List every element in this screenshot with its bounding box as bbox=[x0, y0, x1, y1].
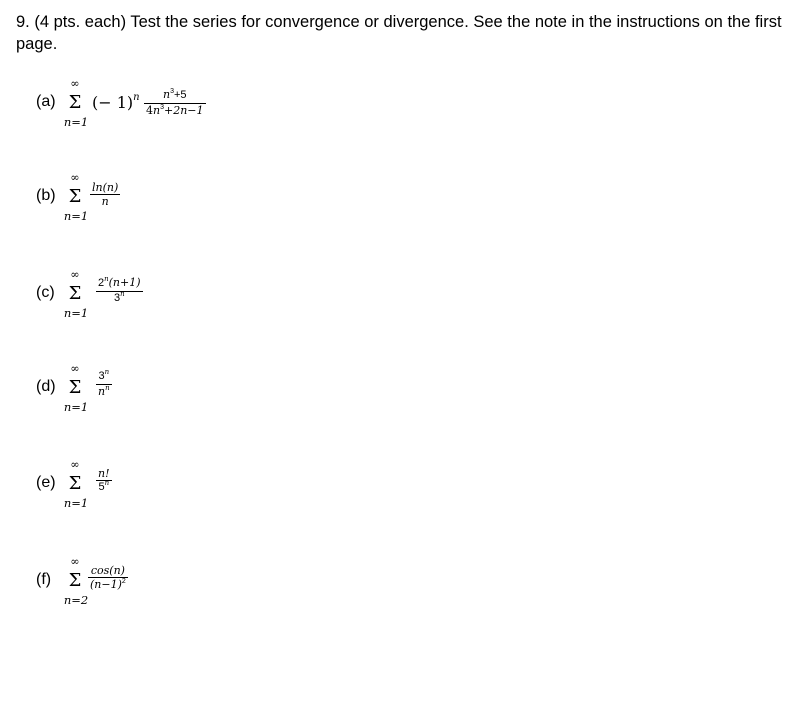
numerator: cos(n) bbox=[90, 564, 125, 577]
upper-limit: ∞ bbox=[70, 77, 80, 90]
numerator-exp: n bbox=[104, 368, 110, 376]
denominator: n bbox=[90, 194, 120, 208]
part-label: (f) bbox=[36, 571, 52, 588]
lower-limit: n=1 bbox=[63, 496, 89, 510]
denominator-exp: n bbox=[105, 384, 110, 392]
question-prompt: (4 pts. each) Test the series for convergence or divergence. See the note in the instructions on the first page. bbox=[16, 13, 782, 53]
sigma-symbol: Σ bbox=[68, 377, 82, 398]
denominator-exp: n bbox=[104, 479, 110, 487]
denominator-exp: n bbox=[120, 290, 125, 298]
denominator-var: n bbox=[153, 104, 161, 117]
denominator-coef: 4 bbox=[146, 104, 153, 117]
numerator bbox=[96, 370, 112, 384]
denominator-base: 5 bbox=[98, 481, 105, 493]
sigma-symbol: Σ bbox=[68, 570, 82, 591]
fraction bbox=[96, 276, 143, 306]
denominator bbox=[96, 480, 112, 495]
denominator-exp: 3 bbox=[160, 104, 164, 111]
denominator-base: (n−1) bbox=[90, 578, 122, 591]
numerator-exp: 3 bbox=[170, 88, 174, 95]
summation bbox=[60, 362, 90, 414]
denominator bbox=[144, 103, 206, 119]
part-c bbox=[36, 268, 236, 344]
question-text bbox=[16, 11, 796, 55]
numerator: n! bbox=[98, 467, 110, 480]
lower-limit: n=1 bbox=[63, 209, 89, 223]
upper-limit: ∞ bbox=[70, 362, 80, 375]
fraction bbox=[96, 370, 112, 400]
part-label: (e) bbox=[36, 474, 56, 491]
lower-limit: n=1 bbox=[63, 306, 89, 320]
fraction bbox=[96, 467, 112, 495]
part-e bbox=[36, 458, 236, 534]
numerator-rest: +5 bbox=[173, 89, 187, 101]
denominator-rest: +2n−1 bbox=[164, 104, 204, 117]
lower-limit: n=1 bbox=[63, 115, 89, 129]
sigma-symbol: Σ bbox=[68, 473, 82, 494]
sigma-symbol: Σ bbox=[68, 92, 82, 113]
factor-base: (− 1) bbox=[92, 93, 134, 112]
fraction bbox=[90, 181, 120, 208]
numerator bbox=[96, 276, 143, 291]
sigma-symbol: Σ bbox=[68, 283, 82, 304]
part-label: (c) bbox=[36, 284, 55, 301]
numerator-exp: n bbox=[104, 275, 109, 283]
part-f bbox=[36, 555, 236, 631]
part-b bbox=[36, 171, 236, 247]
denominator-base: 3 bbox=[113, 292, 121, 304]
part-a bbox=[36, 77, 296, 153]
numerator: ln(n) bbox=[92, 181, 119, 194]
numerator bbox=[144, 88, 206, 103]
sigma-symbol: Σ bbox=[68, 186, 82, 207]
upper-limit: ∞ bbox=[70, 555, 80, 568]
summation bbox=[60, 555, 90, 607]
denominator-var: n bbox=[98, 385, 106, 398]
summation bbox=[60, 458, 90, 510]
part-label: (a) bbox=[36, 93, 56, 110]
numerator-rest: (n+1) bbox=[108, 276, 141, 289]
question-number: 9. bbox=[16, 13, 30, 31]
fraction bbox=[88, 564, 128, 593]
fraction bbox=[144, 88, 206, 119]
summation bbox=[60, 77, 90, 129]
lower-limit: n=1 bbox=[63, 400, 89, 414]
upper-limit: ∞ bbox=[70, 268, 80, 281]
part-label: (d) bbox=[36, 378, 56, 395]
numerator-var: n bbox=[162, 88, 171, 101]
denominator bbox=[96, 384, 112, 400]
lower-limit: n=2 bbox=[63, 593, 89, 607]
upper-limit: ∞ bbox=[70, 171, 80, 184]
denominator-exp: 2 bbox=[121, 578, 126, 585]
summation bbox=[60, 268, 90, 320]
numerator-base: 3 bbox=[98, 370, 105, 382]
upper-limit: ∞ bbox=[70, 458, 80, 471]
summation bbox=[60, 171, 90, 223]
denominator bbox=[88, 577, 128, 593]
numerator-base: 2 bbox=[98, 277, 105, 289]
part-d bbox=[36, 362, 236, 438]
denominator bbox=[96, 291, 143, 306]
factor-exponent: n bbox=[133, 92, 140, 103]
part-label: (b) bbox=[36, 187, 56, 204]
alternating-factor bbox=[92, 93, 140, 112]
